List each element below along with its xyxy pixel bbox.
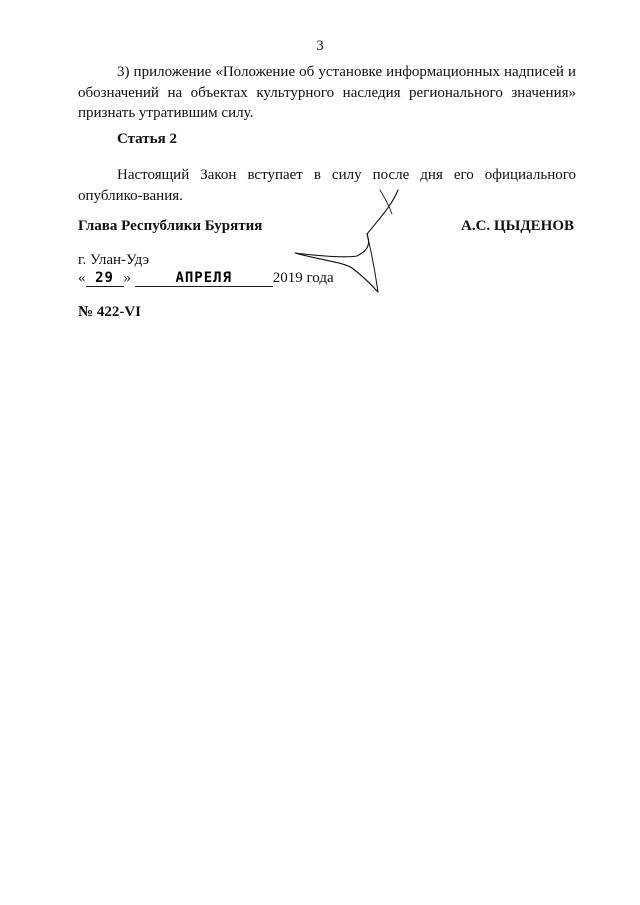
signature-name: А.С. ЦЫДЕНОВ [461, 218, 574, 234]
signature-title: Глава Республики Бурятия [78, 218, 263, 234]
law-number: № 422-VI [78, 304, 141, 320]
page-number: 3 [316, 38, 324, 54]
date-close-quote: » [123, 270, 131, 286]
date-year: 2019 года [272, 270, 334, 286]
article-text: Настоящий Закон вступает в силу после дня его официального опублико-вания. [78, 167, 576, 204]
date-open-quote: « [78, 270, 86, 286]
date-line [78, 270, 334, 287]
item-3-paragraph: 3) приложение «Положение об установке информационных надписей и обозначений на объектах культурного наследия регионального значения» признать утратившим силу. [78, 64, 576, 121]
date-month-stamp: АПРЕЛЯ [175, 270, 233, 286]
city-line: г. Улан-Удэ [78, 252, 150, 268]
date-day-stamp: 29 [95, 270, 114, 286]
article-heading: Статья 2 [117, 131, 177, 147]
date-day-field [86, 270, 124, 287]
date-month-field [135, 270, 273, 287]
